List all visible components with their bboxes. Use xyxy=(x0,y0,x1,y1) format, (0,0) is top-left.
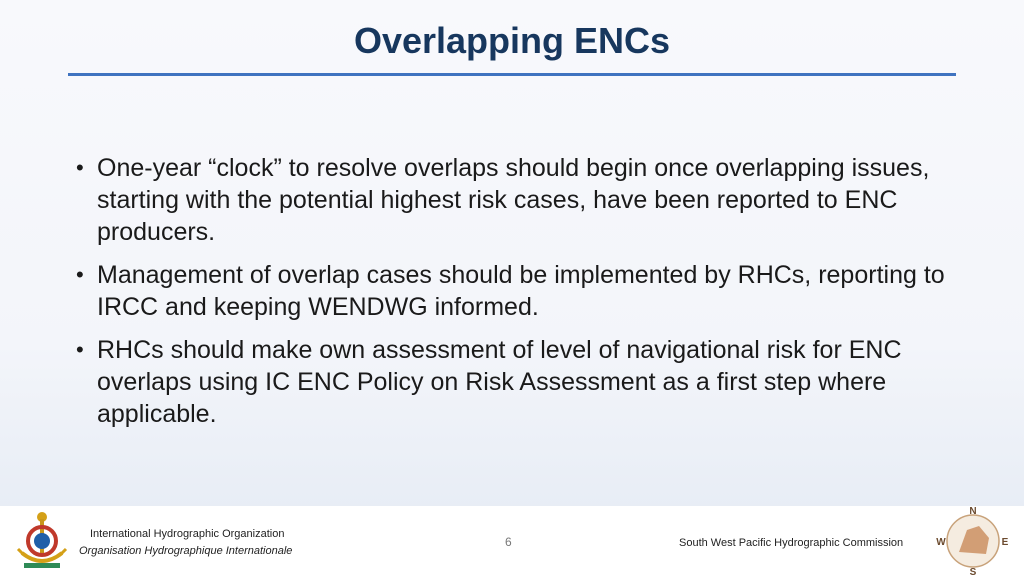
bullet-list xyxy=(76,152,976,441)
org-name-french: Organisation Hydrographique Internationale xyxy=(79,545,293,557)
commission-name: South West Pacific Hydrographic Commission xyxy=(679,537,904,549)
compass-east-label: E xyxy=(1001,537,1009,548)
bullet-item xyxy=(76,259,976,323)
iho-logo-icon xyxy=(14,507,70,571)
slide-title: Overlapping ENCs xyxy=(353,20,671,61)
bullet-text: One-year “clock” to resolve overlaps should begin once overlapping issues, starting with the potential highest risk cases, have been reported to ENC producers. xyxy=(97,154,930,246)
title-underline xyxy=(68,73,956,76)
bullet-text: RHCs should make own assessment of level of navigational risk for ENC overlaps using IC ENC Policy on Risk Assessment as a first step where applicable. xyxy=(97,336,902,428)
bullet-item xyxy=(76,334,976,430)
bullet-dot: • xyxy=(76,337,84,362)
bullet-item xyxy=(76,152,976,248)
bullet-dot: • xyxy=(76,155,84,180)
swphc-compass-logo-icon xyxy=(934,504,1012,576)
compass-north-label: N xyxy=(969,506,977,517)
org-name-english: International Hydrographic Organization xyxy=(90,528,285,540)
compass-west-label: W xyxy=(936,537,946,548)
compass-south-label: S xyxy=(969,567,977,576)
bullet-dot: • xyxy=(76,262,84,287)
bullet-text: Management of overlap cases should be implemented by RHCs, reporting to IRCC and keeping WENDWG informed. xyxy=(97,261,945,321)
page-number: 6 xyxy=(505,535,512,549)
